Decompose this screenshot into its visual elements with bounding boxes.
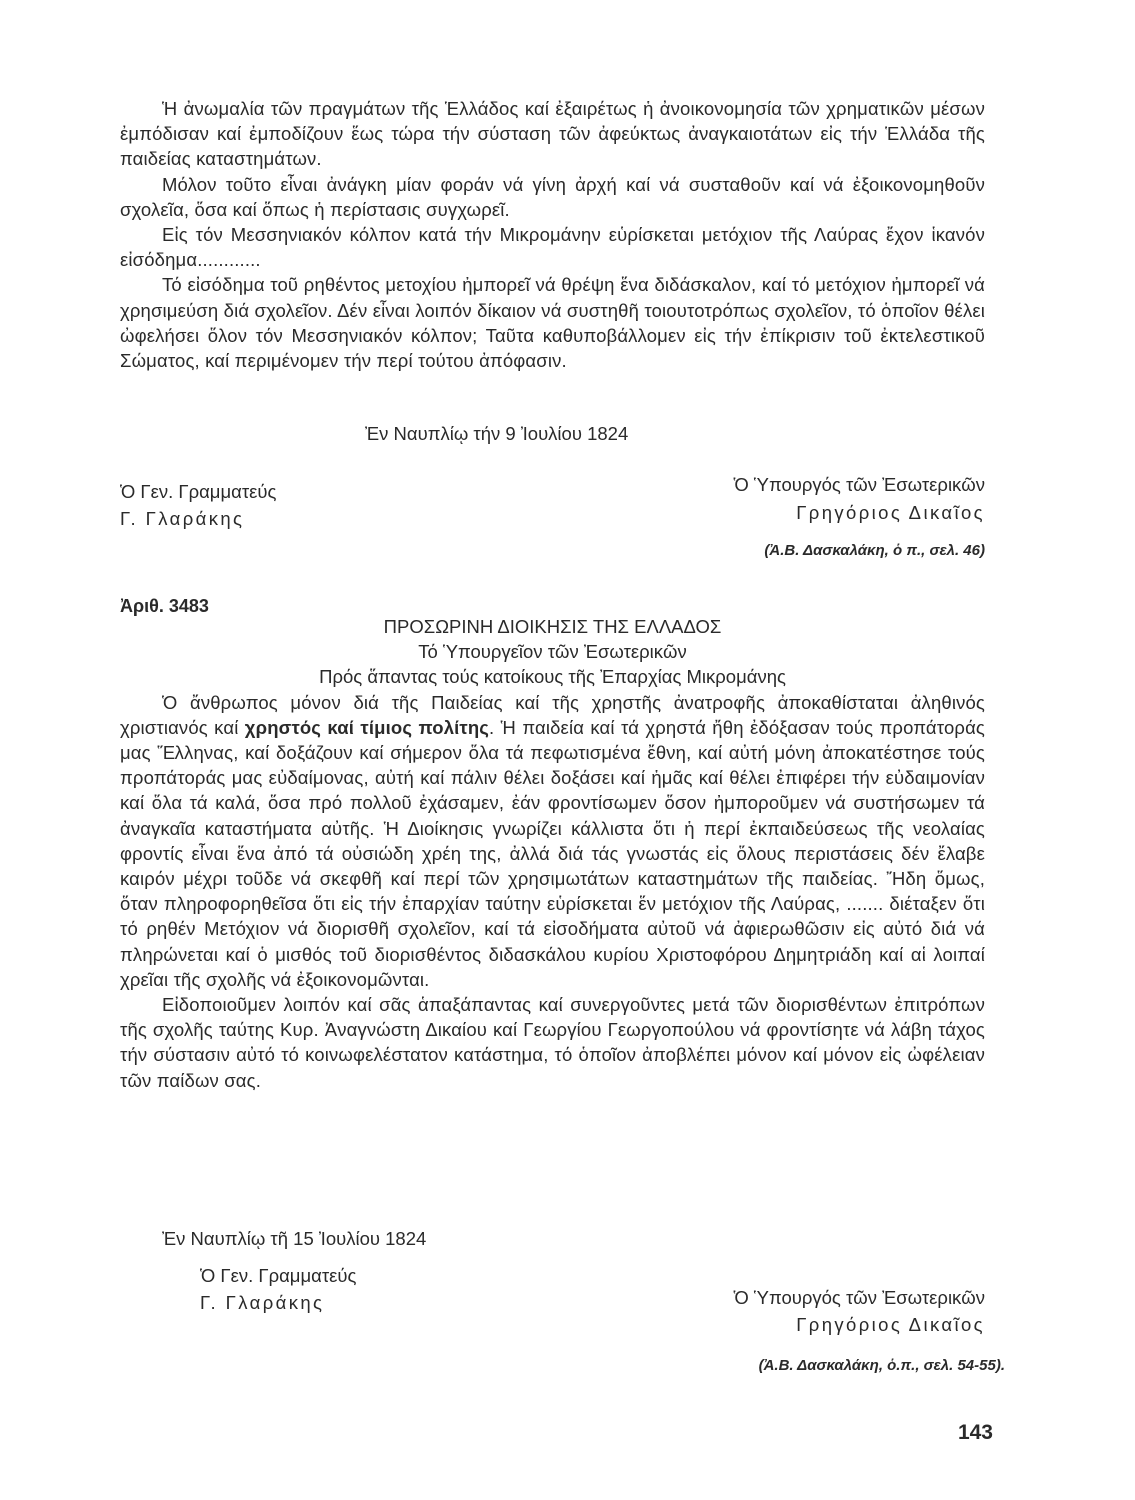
doc2-paragraph-1-emphasis: χρηστός καί τίμιος πολίτης bbox=[244, 716, 490, 738]
document-2-body bbox=[120, 614, 985, 1093]
doc2-heading-ministry: Τό Ὑπουργεῖον τῶν Ἐσωτερικῶν bbox=[418, 641, 687, 663]
doc2-date: Ἐν Ναυπλίῳ τῆ 15 Ἰουλίου 1824 bbox=[162, 1228, 427, 1249]
doc2-heading-addressee: Πρός ἅπαντας τούς κατοίκους τῆς Ἐπαρχίας Μικρομάνης bbox=[319, 666, 786, 688]
document-1-body bbox=[120, 96, 985, 373]
doc2-paragraph-2: Εἰδοποιοῦμεν λοιπόν καί σᾶς ἁπαξάπαντας καί συνεργοῦντες μετά τῶν διορισθέντων ἐπιτρόπων τῆς σχολῆς ταύτης Κυρ. Ἀναγνώστη Δικαίου καί Γεωργίου Γεωργοπούλου νά φροντίσητε νά λάβη τάχος τήν σύστασιν αὐτό τό κοινωφελέστατον κατάστημα, τό ὁποῖον ἀποβλέπει μόνον καί μόνον εἰς ὠφέλειαν τῶν παίδων σας. bbox=[120, 994, 985, 1091]
doc1-secretary-name: Γ. Γλαράκης bbox=[120, 508, 245, 529]
doc2-heading-government: ΠΡΟΣΩΡΙΝΗ ΔΙΟΙΚΗΣΙΣ ΤΗΣ ΕΛΛΑΔΟΣ bbox=[383, 616, 722, 637]
doc2-secretary-name: Γ. Γλαράκης bbox=[200, 1292, 325, 1313]
doc1-paragraph-3: Εἰς τόν Μεσσηνιακόν κόλπον κατά τήν Μικρομάνην εὑρίσκεται μετόχιον τῆς Λαύρας ἔχον ἱκανόν εἰσόδημα............ bbox=[120, 224, 985, 271]
doc1-paragraph-2: Μόλον τοῦτο εἶναι ἀνάγκη μίαν φοράν νά γίνη ἀρχή καί νά συσταθοῦν καί νά ἐξοικονομηθοῦν σχολεῖα, ὅσα καί ὅπως ἡ περίστασις συγχωρεῖ. bbox=[120, 173, 985, 220]
doc2-document-number: Ἀριθ. 3483 bbox=[120, 596, 209, 616]
doc2-minister-name: Γρηγόριος Δικαῖος bbox=[796, 1314, 985, 1335]
doc1-minister-name: Γρηγόριος Δικαῖος bbox=[796, 502, 985, 523]
doc2-minister-title: Ὁ Ὑπουργός τῶν Ἐσωτερικῶν bbox=[733, 1287, 985, 1308]
doc1-citation: (Ἀ.Β. Δασκαλάκη, ὁ π., σελ. 46) bbox=[764, 542, 985, 559]
doc2-secretary-title: Ὁ Γεν. Γραμματεύς bbox=[200, 1265, 357, 1286]
doc2-citation: (Ἀ.Β. Δασκαλάκη, ὁ.π., σελ. 54-55). bbox=[758, 1357, 1005, 1374]
doc2-paragraph-1-rest: . Ἡ παιδεία καί τά χρηστά ἤθη ἐδόξασαν τούς προπάτοράς μας Ἕλληνας, καί δοξάζουν καί σήμερον ὅλα τά πεφωτισμένα ἔθνη, καί αὐτή μόνη ἀποκατέστησε τούς προπάτοράς μας εὐδαίμονας, αὐτή καί πάλιν θέλει δοξάσει καί ἡμᾶς καί θέλει ἐπιφέρει τήν εὐδαιμονίαν καί ὅλα τά καλά, ὅσα πρό πολλοῦ ἐχάσαμεν, ἐάν φροντίσωμεν ὅσον ἠμποροῦμεν νά συστήσωμεν τά ἀναγκαῖα καταστήματα αὐτῆς. Ἡ Διοίκησις γνωρίζει κάλλιστα ὅτι ἡ περί ἐκπαιδεύσεως τῆς νεολαίας φροντίς εἶναι ἕνα ἀπό τά οὐσιώδη χρέη της, ἀλλά διά τάς γνωστάς εἰς ὅλους περιστάσεις δέν ἔλαβε καιρόν μέχρι τοῦδε νά σκεφθῆ καί περί τῶν χρησιμωτάτων καταστημάτων τῆς παιδείας. Ἤδη ὅμως, ὅταν πληροφορηθεῖσα ὅτι εἰς τήν ἐπαρχίαν ταύτην εὑρίσκεται ἕν μετόχιον τῆς Λαύρας, ....... διέταξεν ὅτι τό ρηθέν Μετόχιον νά διορισθῆ σχολεῖον, καί τά εἰσοδήματα αὐτοῦ νά ἀφιερωθῶσιν εἰς αὐτό διά νά πληρώνεται καί ὁ μισθός τοῦ διορισθέντος διδασκάλου κυρίου Χριστοφόρου Δημητριάδη καί αἱ λοιπαί χρεῖαι τῆς σχολῆς νά ἐξοικονομῶνται. bbox=[120, 716, 985, 990]
doc1-minister-title: Ὁ Ὑπουργός τῶν Ἐσωτερικῶν bbox=[733, 474, 985, 495]
doc1-paragraph-4: Τό εἰσόδημα τοῦ ρηθέντος μετοχίου ἠμπορεῖ νά θρέψη ἕνα διδάσκαλον, καί τό μετόχιον ἠμπορεῖ νά χρησιμεύση διά σχολεῖον. Δέν εἶναι λοιπόν δίκαιον νά συστηθῆ τοιουτοτρόπως σχολεῖον, τό ὁποῖον θέλει ὠφελήσει ὅλον τόν Μεσσηνιακόν κόλπον; Ταῦτα καθυποβάλλομεν εἰς τήν ἐπίκρισιν τοῦ ἐκτελεστικοῦ Σώματος, καί περιμένομεν τήν περί τούτου ἀπόφασιν. bbox=[120, 274, 985, 372]
doc2-paragraph-1-start: Ὁ ἄνθρωπος μόνον διά τῆς Παιδείας καί τῆς χρηστῆς ἀνατροφῆς ἀποκαθίσταται ἀληθινός χριστιανός καί bbox=[120, 691, 985, 738]
page-number: 143 bbox=[957, 1421, 993, 1444]
doc1-secretary-title: Ὁ Γεν. Γραμματεύς bbox=[120, 481, 277, 502]
doc1-paragraph-1: Ἡ ἀνωμαλία τῶν πραγμάτων τῆς Ἑλλάδος καί ἐξαιρέτως ἡ ἀνοικονομησία τῶν χρηματικῶν μέσων ἐμπόδισαν καί ἐμποδίζουν ἕως τώρα τήν σύσταση τῶν ἀφεύκτως ἀναγκαιοτάτων εἰς τήν Ἑλλάδα τῆς παιδείας καταστημάτων. bbox=[120, 98, 985, 170]
doc1-date: Ἐν Ναυπλίῳ τήν 9 Ἰουλίου 1824 bbox=[365, 423, 629, 444]
doc2-paragraph-1 bbox=[120, 690, 985, 992]
